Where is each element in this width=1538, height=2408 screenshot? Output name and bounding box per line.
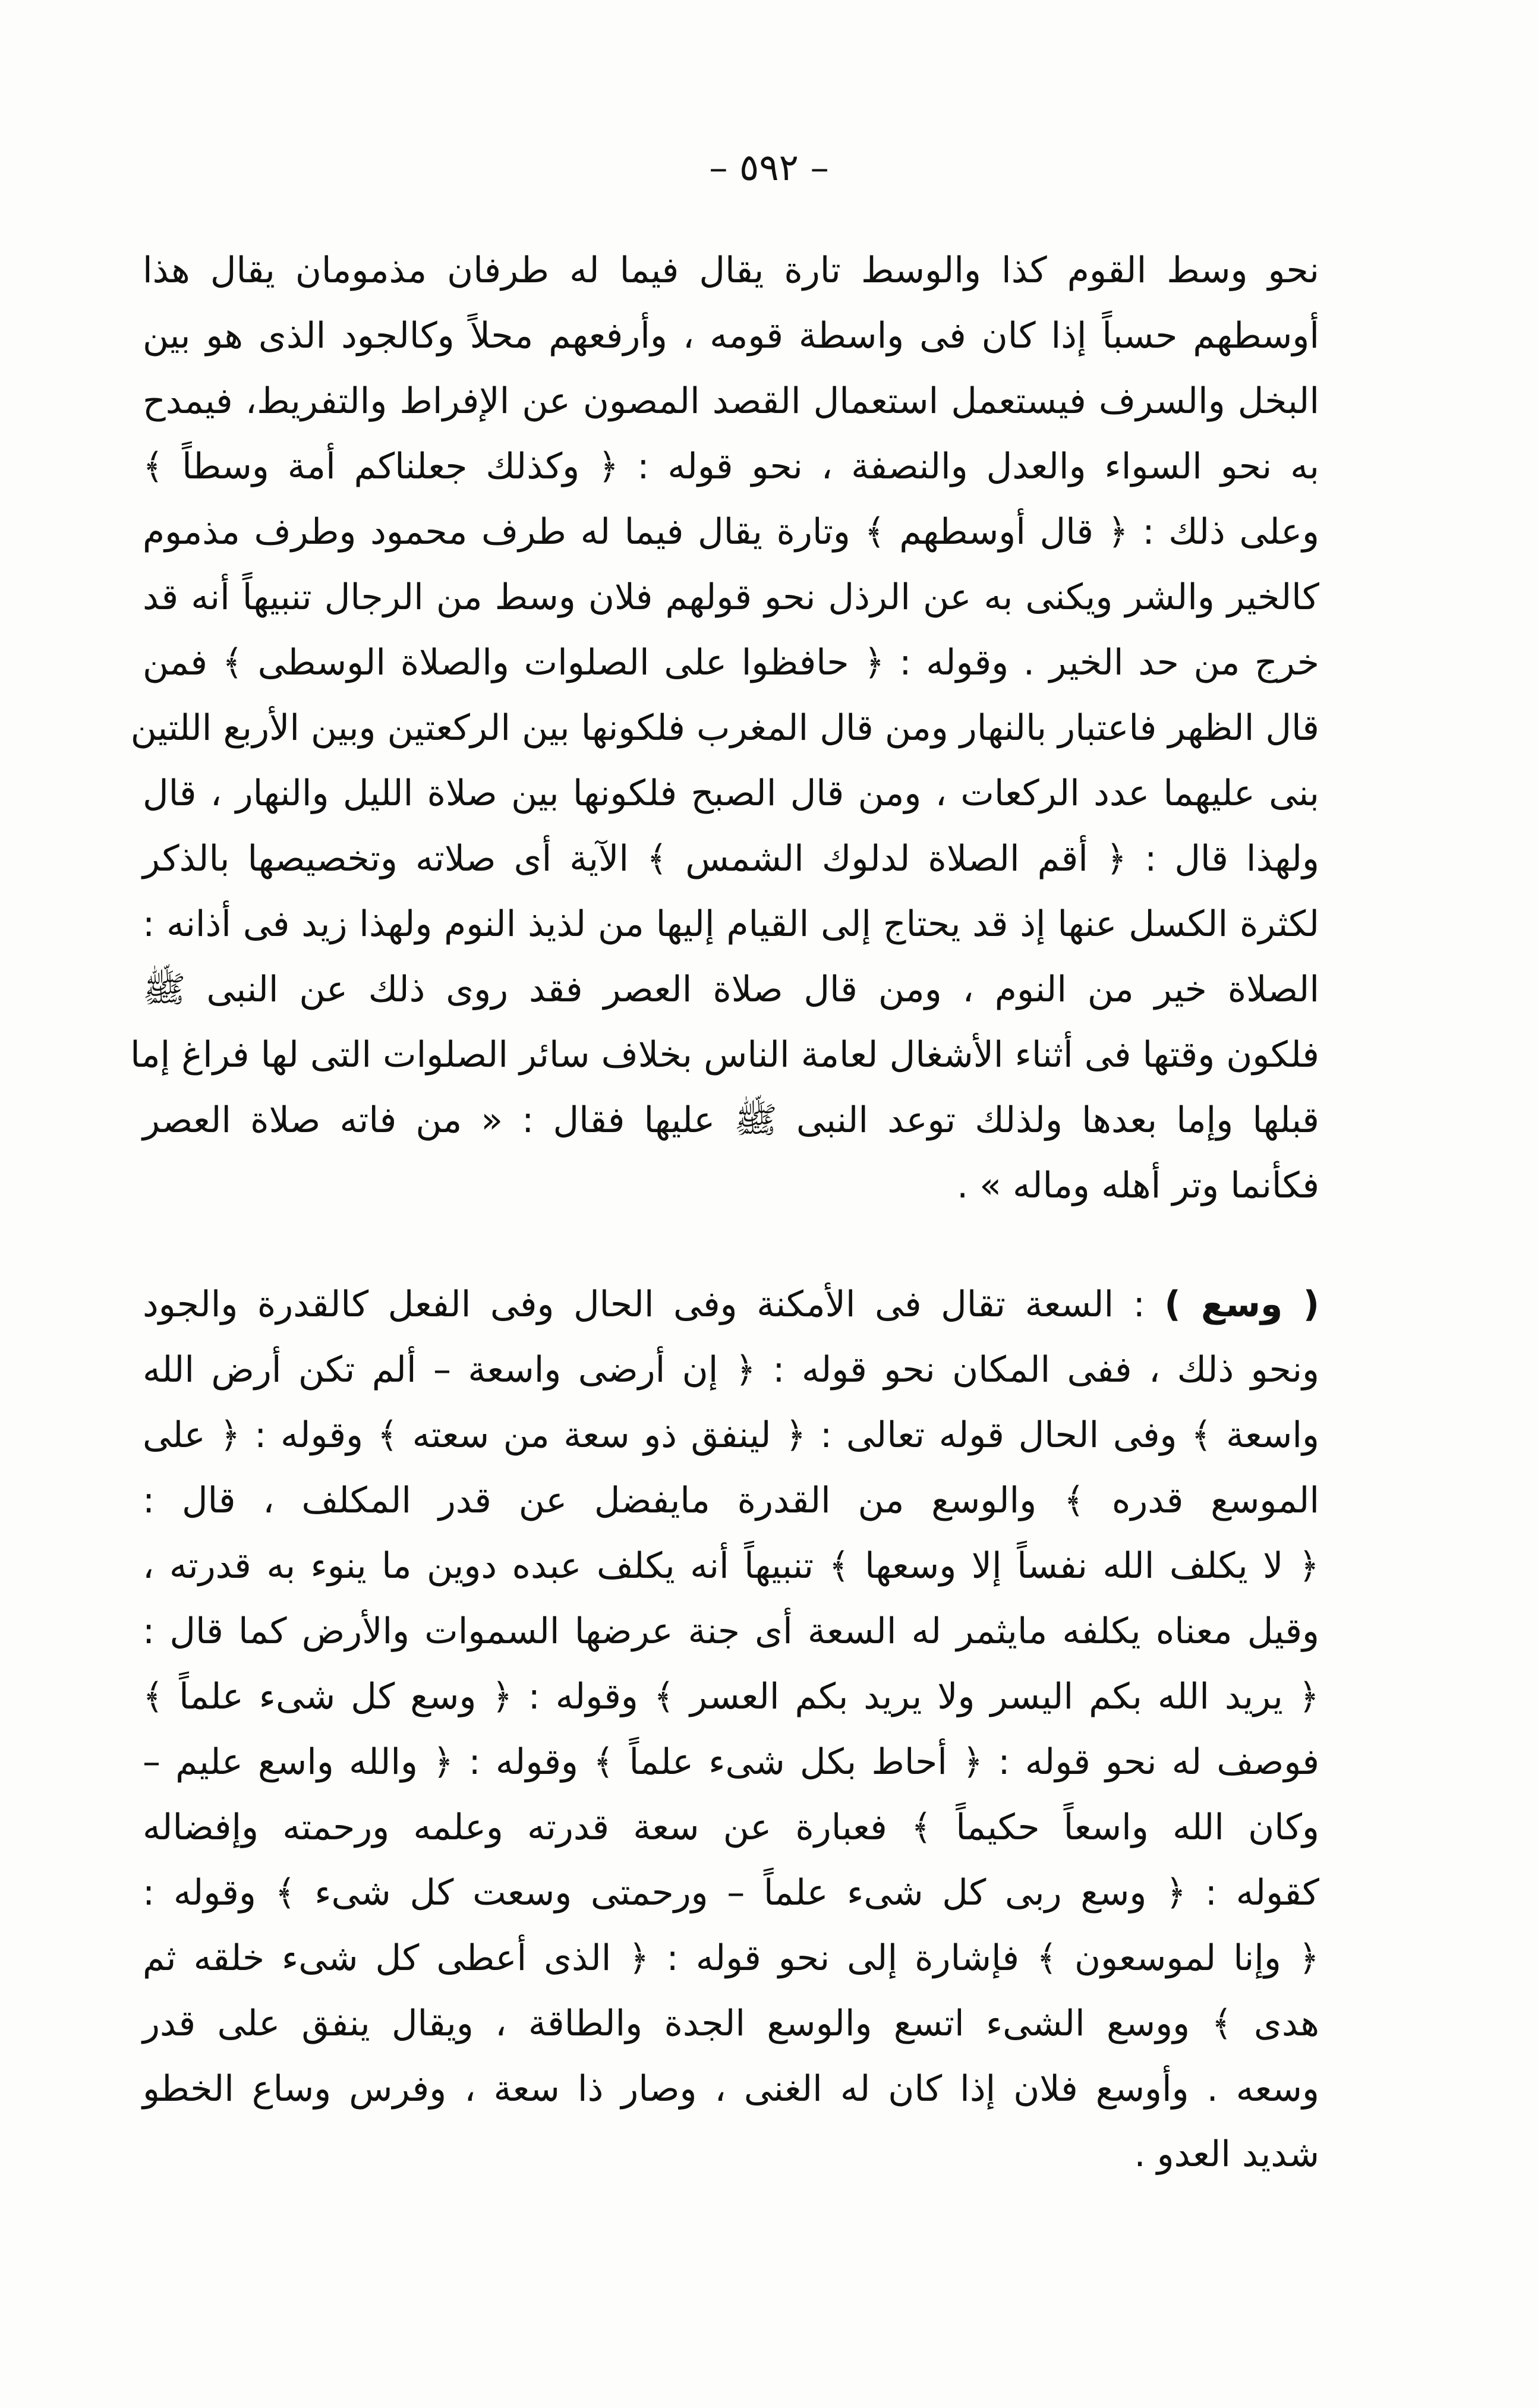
text-line: قبلها وإما بعدها ولذلك توعد النبى ﷺ عليها فقال : « من فاته صلاة العصر [143,1099,1319,1141]
text-line: ﴿ يريد الله بكم اليسر ولا يريد بكم العسر ﴾ وقوله : ﴿ وسع كل شىء علماً ﴾ [143,1676,1319,1717]
text-line: وسعه . وأوسع فلان إذا كان له الغنى ، وصار ذا سعة ، وفرس وساع الخطو [143,2068,1319,2110]
entry-headword: ( وسع ) [1164,1284,1320,1325]
text-line: فوصف له نحو قوله : ﴿ أحاط بكل شىء علماً ﴾ وقوله : ﴿ والله واسع عليم – [143,1741,1319,1783]
text-line: ونحو ذلك ، ففى المكان نحو قوله : ﴿ إن أرضى واسعة – ألم تكن أرض الله [143,1349,1319,1391]
text-line: شديد العدو . [1134,2133,1319,2175]
text-line: فلكون وقتها فى أثناء الأشغال لعامة الناس بخلاف سائر الصلوات التى لها فراغ إما [130,1034,1319,1076]
text-line: كالخير والشر ويكنى به عن الرذل نحو قولهم فلان وسط من الرجال تنبيهاً أنه قد [143,576,1319,618]
paragraph-wasat [130,238,1319,1218]
text-line: لكثرة الكسل عنها إذ قد يحتاج إلى القيام إليها من لذيذ النوم ولهذا زيد فى أذانه : [143,903,1319,945]
text-line: ولهذا قال : ﴿ أقم الصلاة لدلوك الشمس ﴾ الآية أى صلاته وتخصيصها بالذكر [143,838,1319,880]
text-line: الموسع قدره ﴾ والوسع من القدرة مايفضل عن قدر المكلف ، قال : [143,1480,1319,1521]
text-line: وكان الله واسعاً حكيماً ﴾ فعبارة عن سعة قدرته وعلمه ورحمته وإفضاله [143,1807,1319,1848]
text-line: وعلى ذلك : ﴿ قال أوسطهم ﴾ وتارة يقال فيما له طرف محمود وطرف مذموم [143,511,1319,553]
text-line-first [143,1272,1319,1337]
text-line: فكأنما وتر أهله وماله » . [957,1165,1319,1206]
text-line: الصلاة خير من النوم ، ومن قال صلاة العصر فقد روى ذلك عن النبى ﷺ [143,969,1319,1010]
text-line: به نحو السواء والعدل والنصفة ، نحو قوله : ﴿ وكذلك جعلناكم أمة وسطاً ﴾ [143,446,1319,487]
text-line: خرج من حد الخير . وقوله : ﴿ حافظوا على الصلوات والصلاة الوسطى ﴾ فمن [143,642,1319,683]
text-line: وقيل معناه يكلفه مايثمر له السعة أى جنة عرضها السموات والأرض كما قال : [143,1610,1319,1652]
page-number: – ٥٩٢ – [709,146,829,189]
text-line: ﴿ وإنا لموسعون ﴾ فإشارة إلى نحو قوله : ﴿ الذى أعطى كل شىء خلقه ثم [143,1937,1319,1979]
paragraph-wasi [143,1272,1319,2187]
text-line: نحو وسط القوم كذا والوسط تارة يقال فيما له طرفان مذمومان يقال هذا [143,250,1319,291]
text-line: هدى ﴾ ووسع الشىء اتسع والوسع الجدة والطاقة ، ويقال ينفق على قدر [143,2003,1319,2044]
text-line: واسعة ﴾ وفى الحال قوله تعالى : ﴿ لينفق ذو سعة من سعته ﴾ وقوله : ﴿ على [143,1414,1319,1456]
text-line: ﴿ لا يكلف الله نفساً إلا وسعها ﴾ تنبيهاً أنه يكلف عبده دوين ما ينوء به قدرته ، [143,1545,1319,1587]
first-line-text: : السعة تقال فى الأمكنة وفى الحال وفى الفعل كالقدرة والجود [143,1284,1165,1325]
text-line: البخل والسرف فيستعمل استعمال القصد المصون عن الإفراط والتفريط، فيمدح [143,380,1319,422]
text-line: بنى عليهما عدد الركعات ، ومن قال الصبح فلكونها بين صلاة الليل والنهار ، قال [143,773,1319,814]
text-line: أوسطهم حسباً إذا كان فى واسطة قومه ، وأرفعهم محلاً وكالجود الذى هو بين [143,315,1319,357]
text-line: قال الظهر فاعتبار بالنهار ومن قال المغرب فلكونها بين الركعتين وبين الأربع اللتين [130,707,1319,749]
text-line: كقوله : ﴿ وسع ربى كل شىء علماً – ورحمتى وسعت كل شىء ﴾ وقوله : [143,1872,1319,1914]
